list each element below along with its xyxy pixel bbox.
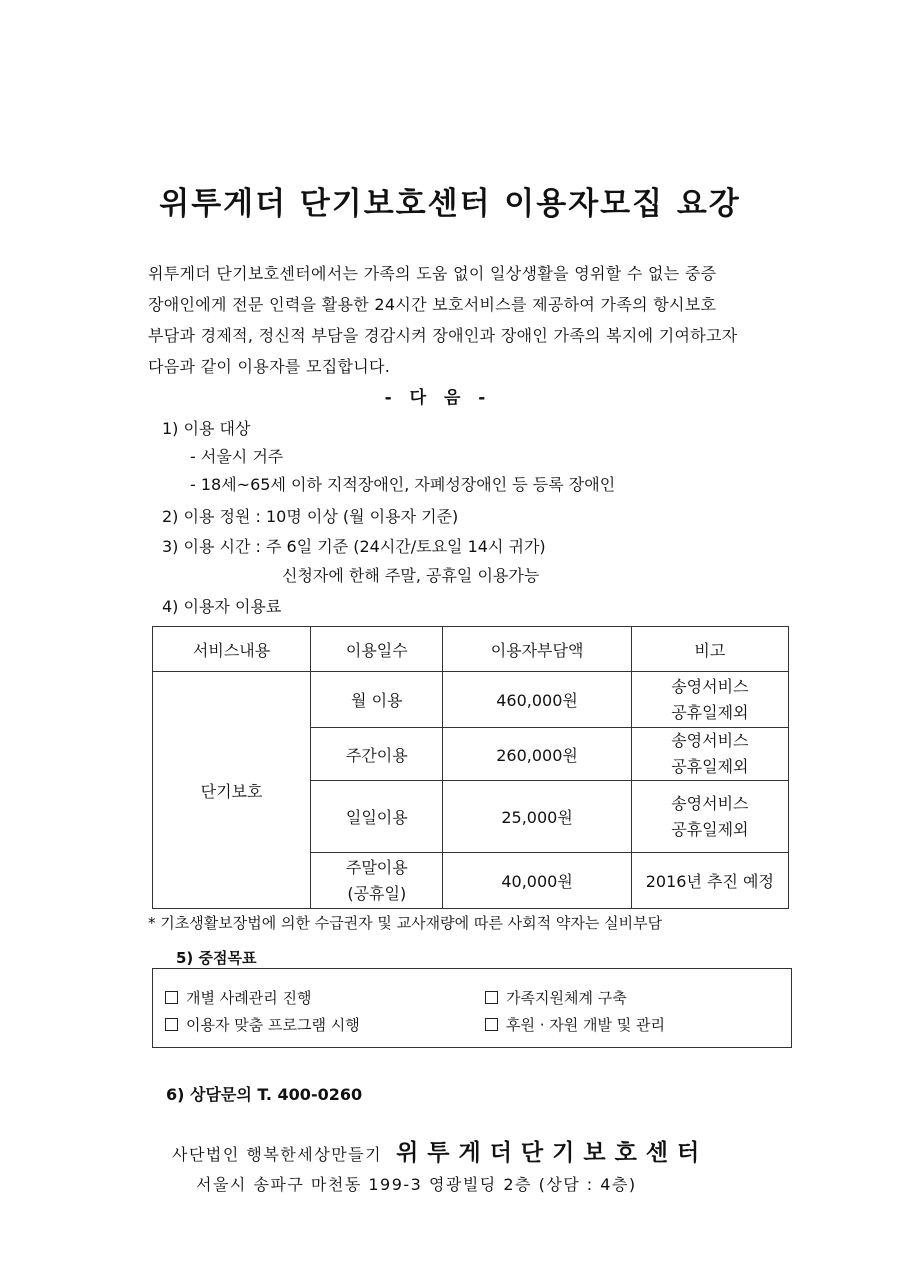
fee-heading: 4) 이용자 이용료 xyxy=(162,597,282,616)
goal-item xyxy=(165,987,311,1008)
header-amount: 이용자부담액 xyxy=(443,627,631,672)
checkbox-icon xyxy=(485,991,498,1004)
days-cell: 월 이용 xyxy=(311,672,443,728)
goal-item xyxy=(485,1014,665,1035)
goals-heading: 5) 중점목표 xyxy=(176,949,257,967)
amount-cell: 260,000원 xyxy=(443,728,631,781)
table-row xyxy=(153,672,789,728)
footnote: * 기초생활보장법에 의한 수급권자 및 교사재량에 따른 사회적 약자는 실비부담 xyxy=(148,914,663,932)
daum-heading: - 다 음 - xyxy=(384,388,492,408)
days-cell xyxy=(311,853,443,909)
intro-line: 위투게더 단기보호센터에서는 가족의 도움 없이 일상생활을 영위할 수 없는 중증 xyxy=(148,264,717,283)
fee-table xyxy=(152,626,789,909)
goal-item xyxy=(165,1014,360,1035)
note-line: 공휴일제외 xyxy=(671,702,749,722)
amount-cell: 460,000원 xyxy=(443,672,631,728)
target-heading: 1) 이용 대상 xyxy=(162,419,251,438)
note-line: 송영서비스 xyxy=(671,731,749,750)
goals-box xyxy=(152,968,792,1048)
header-days: 이용일수 xyxy=(311,627,443,672)
goal-label: 가족지원체계 구축 xyxy=(506,989,627,1007)
document-title: 위투게더 단기보호센터 이용자모집 요강 xyxy=(159,186,741,222)
intro-line: 부담과 경제적, 정신적 부담을 경감시켜 장애인과 장애인 가족의 복지에 기여하고자 xyxy=(148,326,738,345)
days-cell: 일일이용 xyxy=(311,781,443,853)
days-line: (공휴일) xyxy=(347,883,407,903)
hours-line: 3) 이용 시간 : 주 6일 기준 (24시간/토요일 14시 귀가) xyxy=(162,537,546,556)
service-cell: 단기보호 xyxy=(153,672,311,909)
capacity-line: 2) 이용 정원 : 10명 이상 (월 이용자 기준) xyxy=(162,507,459,526)
table-header-row xyxy=(153,627,789,672)
contact-line: 6) 상담문의 T. 400-0260 xyxy=(166,1085,363,1104)
goal-label: 후원 · 자원 개발 및 관리 xyxy=(506,1016,666,1034)
amount-cell: 25,000원 xyxy=(443,781,631,853)
org-address: 서울시 송파구 마천동 199-3 영광빌딩 2층 (상담 : 4층) xyxy=(196,1175,637,1194)
goal-item xyxy=(485,987,627,1008)
days-line: 주말이용 xyxy=(345,857,408,877)
intro-line: 다음과 같이 이용자를 모집합니다. xyxy=(148,357,391,376)
header-note: 비고 xyxy=(631,627,788,672)
checkbox-icon xyxy=(485,1018,498,1031)
target-item-eligibility: - 18세~65세 이하 지적장애인, 자폐성장애인 등 등록 장애인 xyxy=(190,475,616,494)
goal-label: 개별 사례관리 진행 xyxy=(186,989,312,1007)
intro-line: 장애인에게 전문 인력을 활용한 24시간 보호서비스를 제공하여 가족의 항시보호 xyxy=(148,295,717,314)
note-cell xyxy=(631,728,788,781)
target-item-residence: - 서울시 거주 xyxy=(190,447,284,466)
organization-line xyxy=(172,1134,708,1167)
note-line: 공휴일제외 xyxy=(671,757,749,776)
note-line: 공휴일제외 xyxy=(671,819,749,839)
intro-paragraph xyxy=(148,258,798,382)
note-line: 송영서비스 xyxy=(671,676,749,696)
checkbox-icon xyxy=(165,991,178,1004)
org-prefix: 사단법인 행복한세상만들기 xyxy=(172,1145,383,1164)
checkbox-icon xyxy=(165,1018,178,1031)
amount-cell: 40,000원 xyxy=(443,853,631,909)
org-name: 위투게더단기보호센터 xyxy=(396,1140,709,1166)
note-cell xyxy=(631,672,788,728)
note-cell xyxy=(631,781,788,853)
note-cell: 2016년 추진 예정 xyxy=(631,853,788,909)
days-cell: 주간이용 xyxy=(311,728,443,781)
goal-label: 이용자 맞춤 프로그램 시행 xyxy=(186,1016,360,1034)
hours-note: 신청자에 한해 주말, 공휴일 이용가능 xyxy=(282,566,540,585)
header-service: 서비스내용 xyxy=(153,627,311,672)
note-line: 송영서비스 xyxy=(671,793,749,813)
